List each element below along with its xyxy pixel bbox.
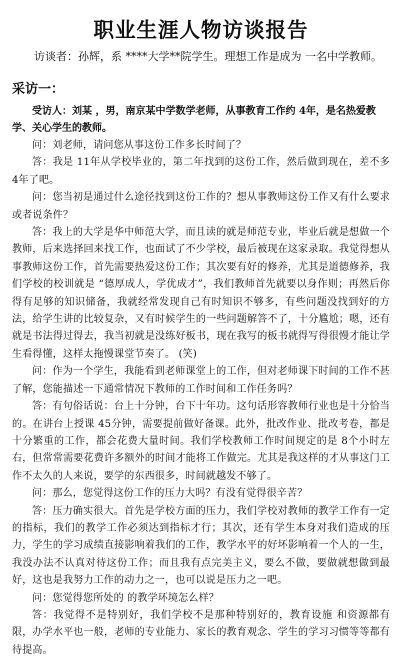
report-title: 职业生涯人物访谈报告 <box>93 18 309 42</box>
dialogue-paragraph: 答：我上的大学是华中师范大学，而且读的就是师范专业，毕业后就是想做一个教师，后来选择回来找工作，也面试了不少学校，最后被现在这家录取。我觉得想从事教师这份工作，首先需要热爱这份工作；其次要有好的修养，尤其是道德修养，我们学校的校训就是 “德厚成人，学优成才”，我们教师首先就要以身作则；再然后你得有足够的知识储备，我就经常发现自己有时知识不够多，有些问题没找到好的方法，给学生讲的比较复杂，又有时候学生的一些问题解答不了，十分尴尬；嗯，还有就是书法得过得去，我当初就是没练好板书，现在我写的板书就得写得很慢才能让学生看得懂，这样太拖慢课堂节奏了。 (笑) <box>12 227 390 360</box>
dialogue-paragraph: 问：作为一个学生，我能看到老师课堂上的工作，但对老师课下时间的工作不甚了解，您能描述一下通常情况下教师的工作时间和工作任务吗？ <box>12 366 390 395</box>
dialogue-paragraph: 问：那么，您觉得这份工作的压力大吗？有没有觉得很辛苦？ <box>32 488 308 500</box>
interviewer-intro: 访谈者：孙辉，系 ****大学**院学生。理想工作是成为 一名中学教师。 <box>34 50 382 63</box>
dialogue-paragraph: 答：有句俗话说：台上十分钟，台下十年功。这句话形容教师行业也是十分恰当的。在讲台上授课 45分钟，需要提前做好备课。此外，批改作业、批改考卷，都是十分繁重的工作，都会花费大量时间。我们学校教师工作时间规定的是 8个小时左右，但常常需要花费许多额外的时间才能将工作做完。尤其是我这样的才从事这门工作不太久的人来说，要学的东西很多，时间就越发不够了。 <box>12 401 390 482</box>
dialogue-paragraph: 答：我觉得不是特别好，我们学校不是那种特别好的，教育设施 和资源都有限，办学水平也一般，老师的专业能力、家长的教育观念、学生的学习习惯等等都有待提高。 <box>12 609 390 656</box>
dialogue-paragraph: 问：您当初是通过什么途径找到这份工作的？想从事教师这份工作又有什么要求或者说条件？ <box>12 192 390 221</box>
dialogue-paragraph: 问：刘老师，请问您从事这份工作多长时间了？ <box>32 140 247 151</box>
dialogue-paragraph: 答：我是 11年从学校毕业的，第二年找到的这份工作，然后做到现在，差不多 4年了吧。 <box>12 157 390 186</box>
dialogue-paragraph: 答：压力确实很大。首先是学校方面的压力，我们学校对教师的教学工作有一定的指标，我们的教学工作必须达到指标才行；其次，还有学生本身对我们造成的压力，学生的学习成绩直接影响着我们的工作，教学水平的好坏影响着一个人的一生，我没办法不认真对待这份工作；而且我有点完美主义，要么不做，要做就想做到最好，这也是我努力工作的动力之一，也可以说是压力之一吧。 <box>12 505 390 587</box>
dialogue-paragraph: 问：您觉得您所处的 的教学环境怎么样？ <box>32 592 219 604</box>
interviewee-info: 受访人：刘某 ，男，南京某中学数学老师，从事教育工作约 4年，是名热爱教学、关心学生的教师。 <box>12 106 376 134</box>
section-heading: 采访一： <box>12 82 65 97</box>
